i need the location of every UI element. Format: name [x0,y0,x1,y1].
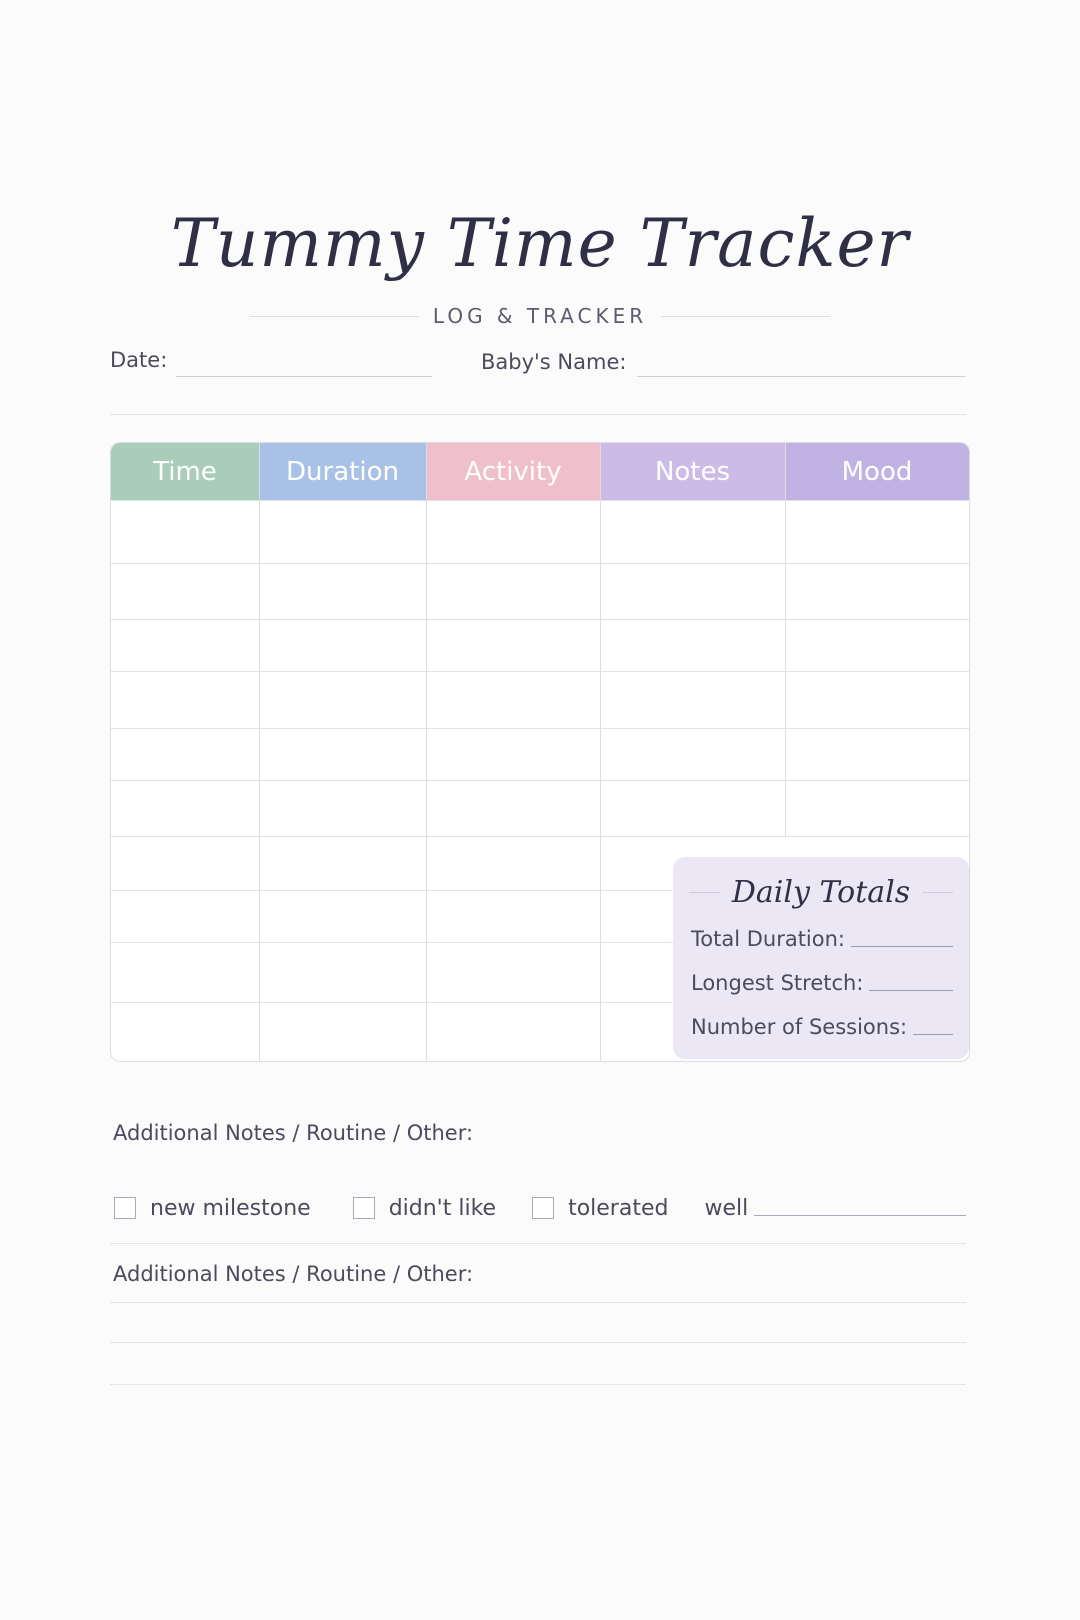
divider [689,892,720,893]
row-divider [111,1002,674,1003]
baby-name-label: Baby's Name: [481,350,627,374]
column-divider [600,443,601,1061]
row-divider [111,890,674,891]
date-field[interactable] [176,376,432,377]
checkbox-tolerated[interactable] [532,1197,554,1219]
checkbox-row [114,1190,966,1226]
row-divider [111,619,969,620]
total-duration-label: Total Duration: [691,927,846,951]
row-divider [111,728,969,729]
divider [661,316,830,317]
checkbox-item[interactable] [353,1196,496,1221]
number-of-sessions-row [691,1015,953,1039]
column-header-mood: Mood [785,443,969,500]
column-divider [426,443,427,1061]
divider [250,316,419,317]
checkbox-new-milestone[interactable] [114,1197,136,1219]
daily-totals-title: Daily Totals [731,875,911,910]
notes-line[interactable] [110,1342,966,1343]
header-divider [110,414,966,415]
number-of-sessions-label: Number of Sessions: [691,1015,908,1039]
column-header-time: Time [111,443,259,500]
row-divider [111,500,969,501]
number-of-sessions-field[interactable] [913,1034,953,1035]
column-header-duration: Duration [259,443,426,500]
baby-name-field[interactable] [637,376,965,377]
checkbox-didnt-like[interactable] [353,1197,375,1219]
divider [922,892,953,893]
longest-stretch-row [691,971,953,995]
subtitle-block [250,304,830,328]
column-divider [259,443,260,1061]
checkbox-label: new milestone [150,1195,311,1221]
notes-line[interactable] [110,1384,966,1385]
page-subtitle: LOG & TRACKER [432,304,648,328]
well-label: well [704,1195,749,1221]
row-divider [111,671,969,672]
daily-totals-box [673,857,969,1059]
additional-notes-label-2: Additional Notes / Routine / Other: [113,1262,474,1286]
column-divider [785,443,786,836]
notes-divider [110,1243,966,1244]
checkbox-item[interactable] [114,1196,311,1221]
daily-totals-header [689,875,953,910]
well-field[interactable] [754,1215,966,1216]
notes-line[interactable] [110,1302,966,1303]
date-label: Date: [110,348,168,372]
longest-stretch-label: Longest Stretch: [691,971,864,995]
total-duration-field[interactable] [851,946,953,947]
total-duration-row [691,927,953,951]
row-divider [111,780,969,781]
checkbox-label: didn't like [388,1195,497,1221]
checkbox-item[interactable] [532,1196,668,1221]
longest-stretch-field[interactable] [869,990,953,991]
row-divider [111,563,969,564]
row-divider [111,942,674,943]
checkbox-label: tolerated [568,1195,669,1221]
page-title: Tummy Time Tracker [170,205,910,282]
row-divider [111,836,969,837]
column-header-activity: Activity [426,443,600,500]
column-header-notes: Notes [600,443,785,500]
additional-notes-label: Additional Notes / Routine / Other: [113,1121,474,1145]
